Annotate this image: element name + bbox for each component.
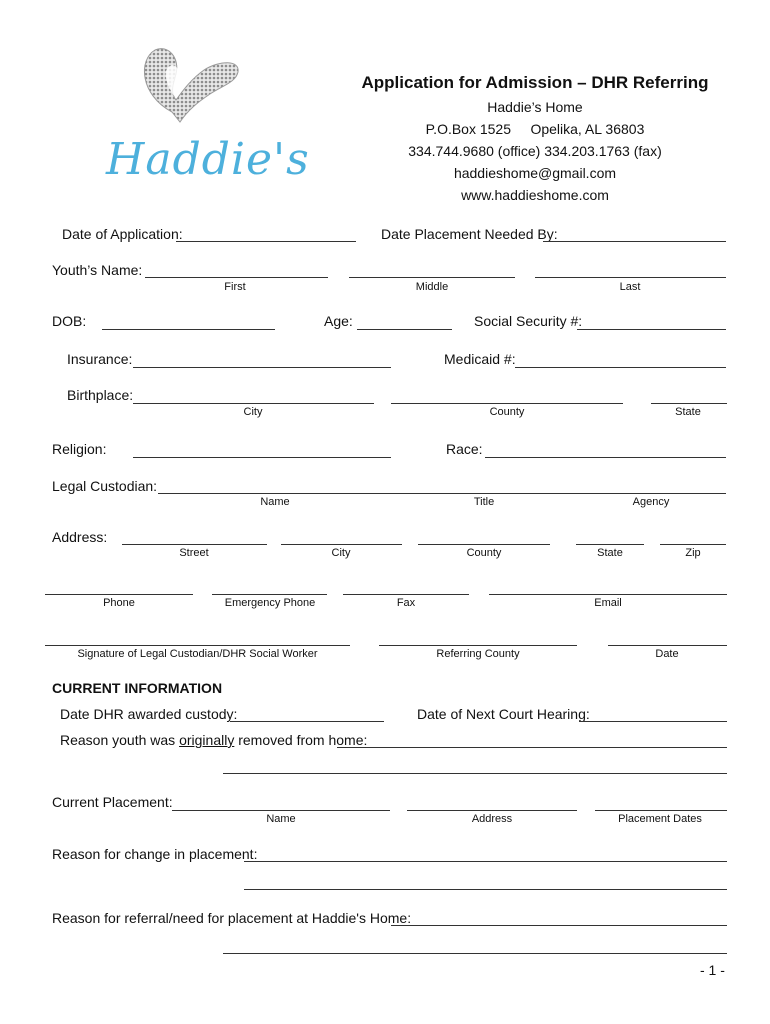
birthplace-state-field[interactable]: [651, 403, 727, 404]
youth-first-name-field[interactable]: [145, 277, 328, 278]
email-caption: Email: [594, 597, 622, 609]
fax-caption: Fax: [396, 597, 416, 609]
legal-custodian-field[interactable]: [158, 493, 726, 494]
placement-name-field[interactable]: [172, 810, 390, 811]
org-address: P.O.Box 1525 Opelika, AL 36803: [425, 121, 645, 137]
current-information-heading: CURRENT INFORMATION: [52, 680, 223, 696]
next-court-hearing-field[interactable]: [579, 721, 727, 722]
birthplace-label: Birthplace:: [67, 387, 134, 403]
birthplace-county-field[interactable]: [391, 403, 623, 404]
youth-middle-name-field[interactable]: [349, 277, 515, 278]
address-zip-field[interactable]: [660, 544, 726, 545]
reason-removed-suffix: removed from home:: [234, 732, 368, 748]
signature-date-field[interactable]: [608, 645, 727, 646]
religion-label: Religion:: [52, 441, 107, 457]
street-caption: Street: [179, 547, 209, 559]
org-name: Haddie’s Home: [487, 99, 583, 115]
reason-change-field-2[interactable]: [244, 889, 727, 890]
city-caption-2: City: [331, 547, 351, 559]
middle-caption: Middle: [415, 281, 449, 293]
address-county-field[interactable]: [418, 544, 550, 545]
custodian-agency-caption: Agency: [632, 496, 670, 508]
referring-county-field[interactable]: [379, 645, 577, 646]
org-website: www.haddieshome.com: [461, 187, 609, 203]
race-label: Race:: [446, 441, 483, 457]
phone-caption: Phone: [103, 597, 135, 609]
custodian-name-caption: Name: [260, 496, 290, 508]
city-caption: City: [243, 406, 263, 418]
signature-caption: Signature of Legal Custodian/DHR Social Worker: [77, 648, 318, 660]
medicaid-field[interactable]: [515, 367, 726, 368]
referring-county-caption: Referring County: [436, 648, 520, 660]
youth-last-name-field[interactable]: [535, 277, 726, 278]
reason-change-label: Reason for change in placement:: [52, 846, 258, 862]
date-placement-needed-field[interactable]: [543, 241, 726, 242]
email-field[interactable]: [489, 594, 727, 595]
haddies-logo: [100, 40, 310, 210]
medicaid-label: Medicaid #:: [444, 351, 516, 367]
county-caption-2: County: [466, 547, 502, 559]
address-label: Address:: [52, 529, 108, 545]
religion-field[interactable]: [133, 457, 391, 458]
date-dhr-awarded-label: Date DHR awarded custody:: [60, 706, 238, 722]
date-placement-needed-label: Date Placement Needed By:: [381, 226, 558, 242]
insurance-label: Insurance:: [67, 351, 133, 367]
fax-field[interactable]: [343, 594, 469, 595]
org-email: haddieshome@gmail.com: [453, 165, 617, 181]
zip-caption: Zip: [685, 547, 701, 559]
address-city-field[interactable]: [281, 544, 402, 545]
date-caption: Date: [655, 648, 679, 660]
emergency-phone-caption: Emergency Phone: [224, 597, 316, 609]
last-caption: Last: [619, 281, 641, 293]
legal-custodian-label: Legal Custodian:: [52, 478, 158, 494]
emergency-phone-field[interactable]: [212, 594, 327, 595]
custodian-title-caption: Title: [473, 496, 495, 508]
race-field[interactable]: [485, 457, 726, 458]
placement-dates-field[interactable]: [595, 810, 727, 811]
reason-removed-prefix: Reason youth was: [60, 732, 180, 748]
date-dhr-awarded-field[interactable]: [230, 721, 384, 722]
reason-removed-label: [60, 732, 367, 748]
date-of-application-field[interactable]: [176, 241, 356, 242]
first-caption: First: [224, 281, 246, 293]
age-field[interactable]: [357, 329, 452, 330]
date-of-application-label: Date of Application:: [62, 226, 183, 242]
org-phones: 334.744.9680 (office) 334.203.1763 (fax): [408, 143, 662, 159]
reason-change-field-1[interactable]: [244, 861, 727, 862]
youth-name-label: Youth’s Name:: [52, 262, 143, 278]
reason-removed-field-1[interactable]: [337, 747, 727, 748]
reason-referral-label: Reason for referral/need for placement at Haddie's Home:: [52, 910, 412, 926]
placement-dates-caption: Placement Dates: [618, 813, 702, 825]
reason-referral-field-2[interactable]: [223, 953, 727, 954]
address-state-field[interactable]: [576, 544, 644, 545]
current-placement-label: Current Placement:: [52, 794, 173, 810]
ssn-label: Social Security #:: [474, 313, 583, 329]
dob-field[interactable]: [102, 329, 275, 330]
phone-field[interactable]: [45, 594, 193, 595]
form-title: Application for Admission – DHR Referring: [361, 73, 709, 92]
dob-label: DOB:: [52, 313, 87, 329]
state-caption-2: State: [597, 547, 623, 559]
logo-wordmark: Haddie's: [106, 134, 310, 185]
signature-field[interactable]: [45, 645, 350, 646]
age-label: Age:: [324, 313, 353, 329]
insurance-field[interactable]: [133, 367, 391, 368]
placement-name-caption: Name: [266, 813, 296, 825]
county-caption: County: [489, 406, 525, 418]
ssn-field[interactable]: [577, 329, 726, 330]
next-court-hearing-label: Date of Next Court Hearing:: [417, 706, 590, 722]
state-caption: State: [675, 406, 701, 418]
birthplace-city-field[interactable]: [133, 403, 374, 404]
page-number: - 1 -: [700, 962, 725, 978]
reason-removed-emphasis: originally: [179, 732, 235, 748]
address-street-field[interactable]: [122, 544, 267, 545]
reason-referral-field-1[interactable]: [391, 925, 727, 926]
placement-address-field[interactable]: [407, 810, 577, 811]
placement-address-caption: Address: [471, 813, 513, 825]
reason-removed-field-2[interactable]: [223, 773, 727, 774]
